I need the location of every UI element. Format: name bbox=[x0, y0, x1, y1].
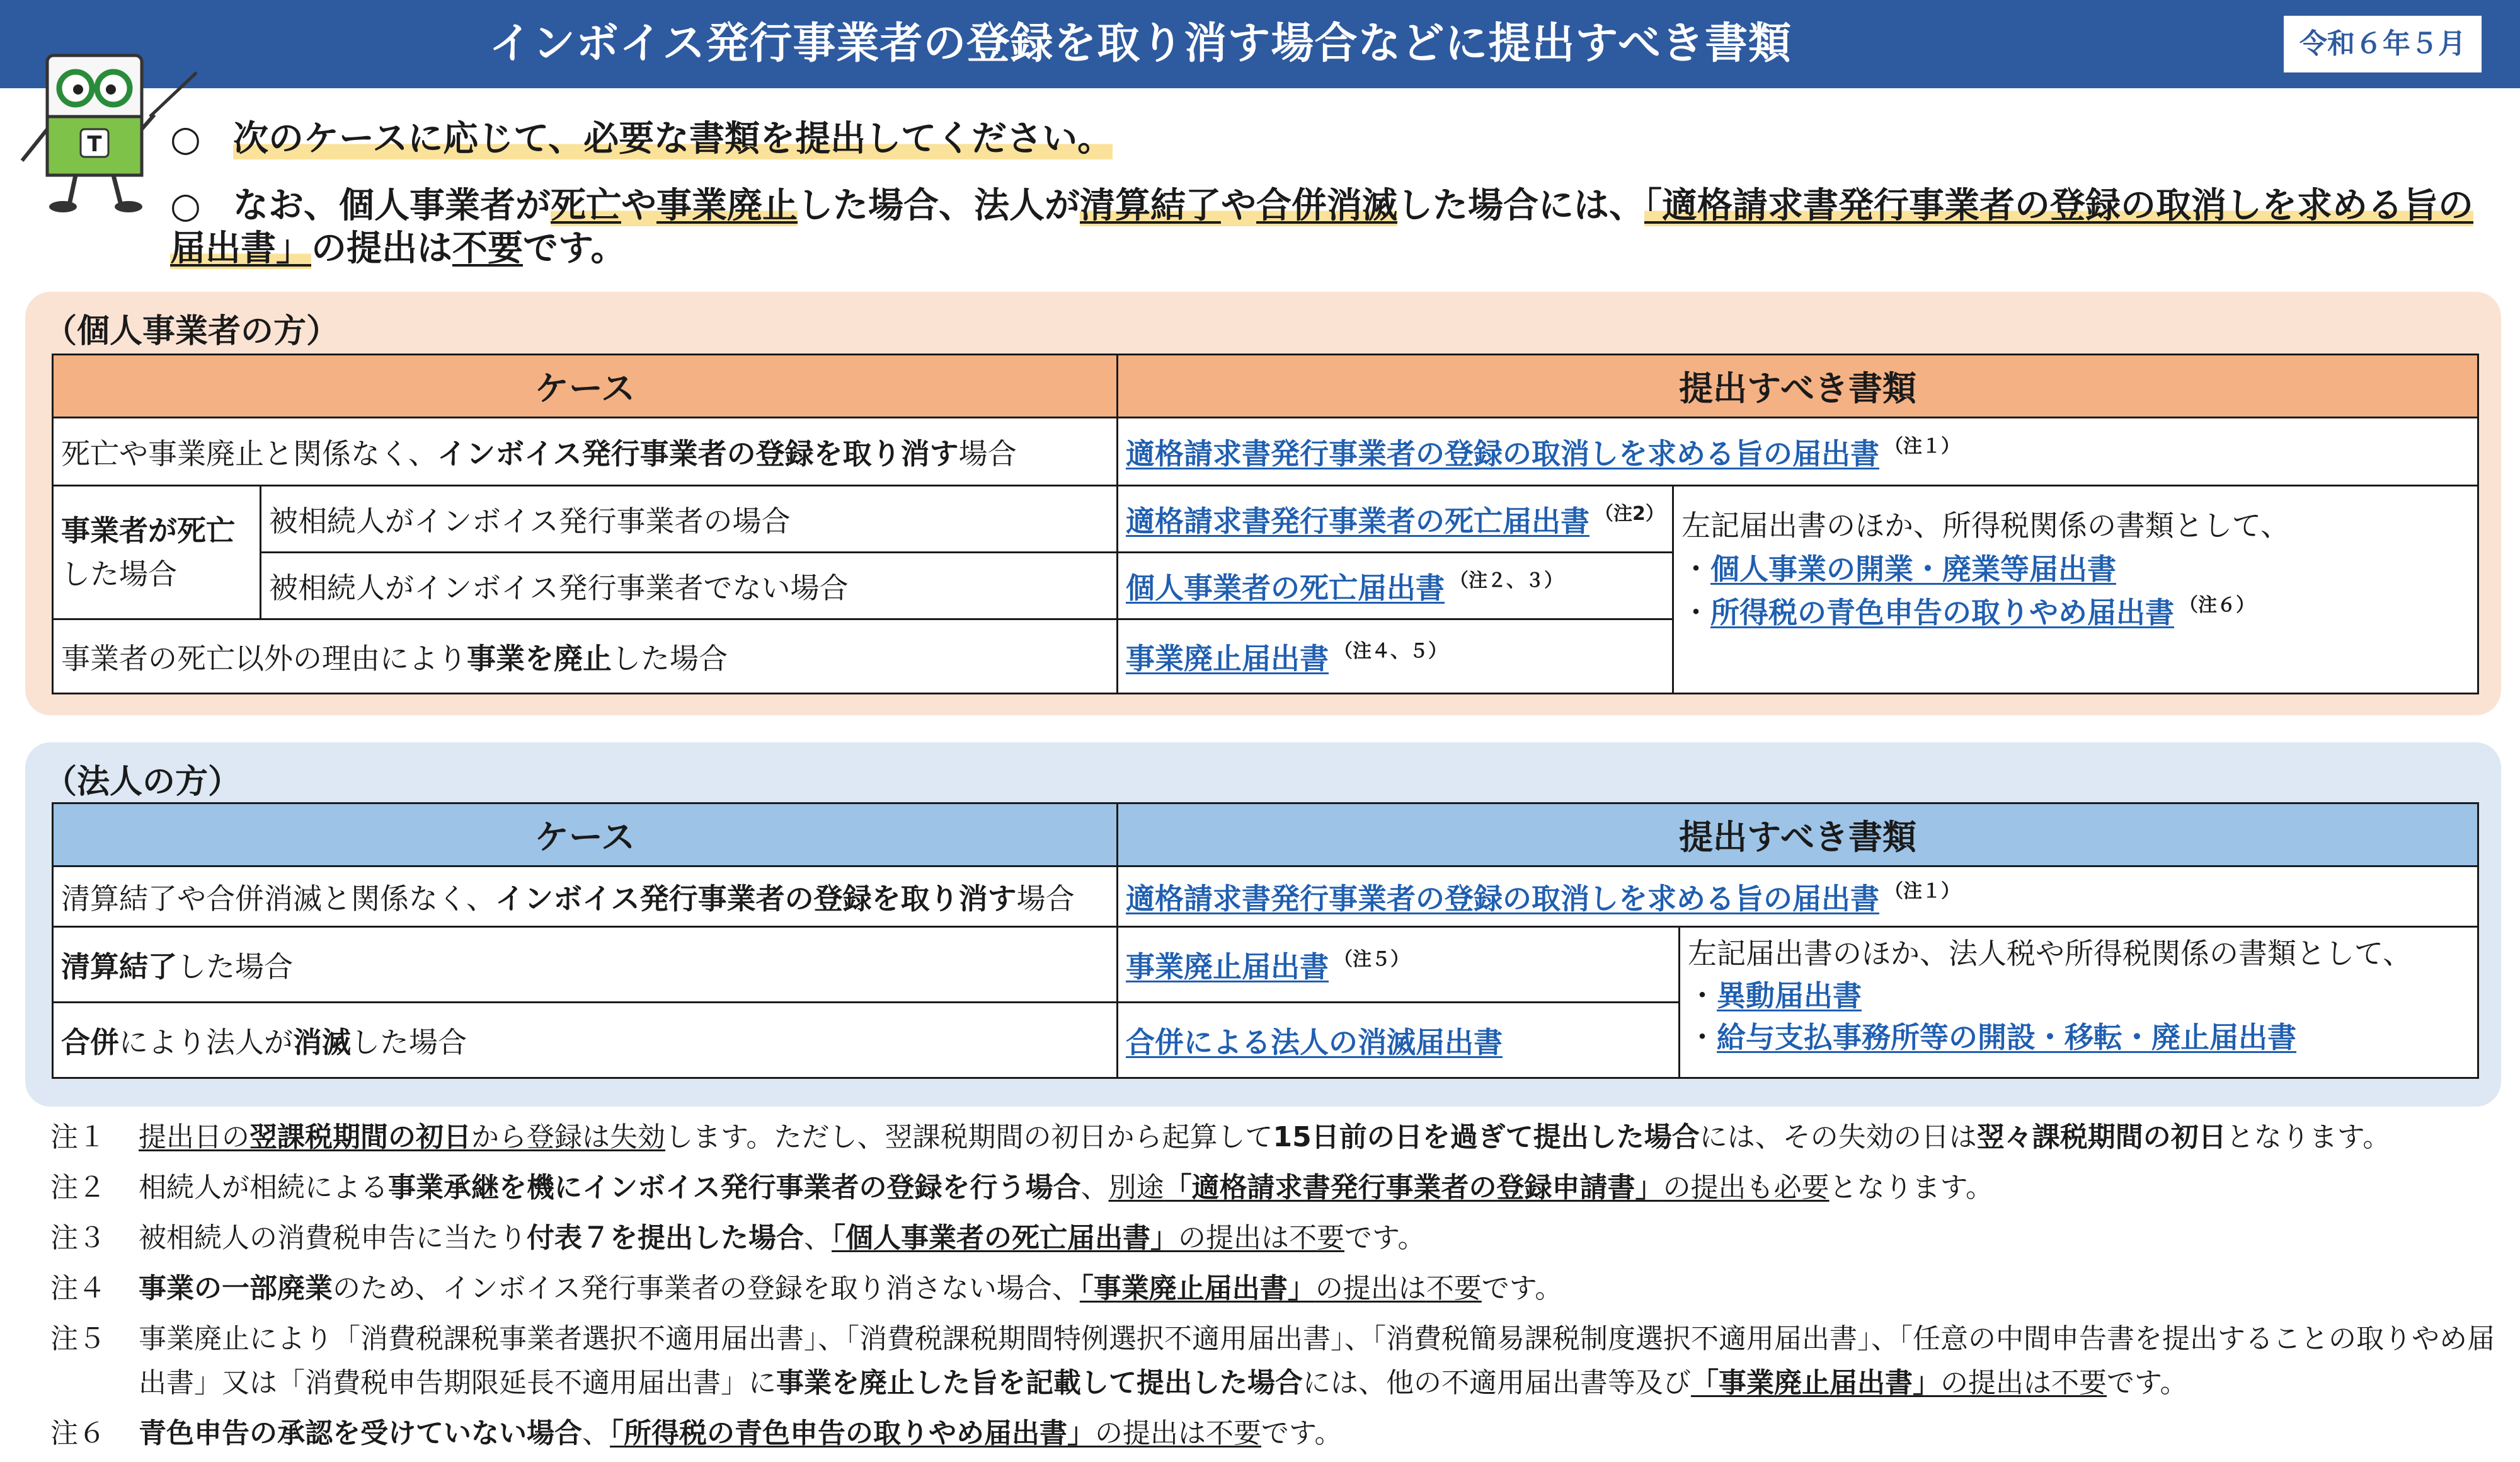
case-text: により法人が bbox=[119, 1025, 293, 1059]
note-part: 「事業廃止届出書」 bbox=[1691, 1367, 1940, 1399]
case-cell bbox=[53, 1003, 1118, 1078]
doc-link[interactable]: 適格請求書発行事業者の登録の取消しを求める旨の届出書 bbox=[1126, 882, 1879, 916]
doc-cell bbox=[1118, 927, 1680, 1003]
case-text: した場合 bbox=[351, 1025, 467, 1059]
note-part: 不要 bbox=[1206, 1417, 1261, 1449]
note-5 bbox=[50, 1317, 2507, 1405]
note-part: 、 bbox=[582, 1417, 610, 1449]
case-text: 場合 bbox=[958, 436, 1017, 471]
note-part: 15日前の日を過ぎて提出した場合 bbox=[1273, 1121, 1700, 1153]
note-part: 青色申告の承認を受けていない場合 bbox=[139, 1417, 582, 1449]
note-part: 事業承継を機にインボイス発行事業者の登録を行う場合 bbox=[388, 1171, 1081, 1204]
note-part: から登録は bbox=[471, 1121, 610, 1153]
doc-cell bbox=[1118, 553, 1673, 619]
intro-line-2 bbox=[170, 185, 2501, 270]
corporate-panel bbox=[25, 742, 2501, 1107]
note-part: 、 bbox=[804, 1222, 832, 1254]
col-header-docs: 提出すべき書類 bbox=[1118, 803, 2478, 866]
note-ref: （注１） bbox=[1884, 435, 1960, 458]
note-part: 事業の一部廃業 bbox=[139, 1272, 333, 1304]
note-label: 注２ bbox=[50, 1171, 106, 1204]
note-ref: （注４、５） bbox=[1334, 640, 1447, 662]
note-ref: （注６） bbox=[2179, 594, 2255, 616]
case-text: 死亡や事業廃止と関係なく、 bbox=[61, 436, 438, 471]
individual-panel bbox=[25, 292, 2501, 715]
list-item bbox=[1688, 975, 2470, 1017]
doc-link[interactable]: 適格請求書発行事業者の登録の取消しを求める旨の届出書 bbox=[1126, 437, 1879, 471]
intro-text-1: 次のケースに応じて、必要な書類を提出してください。 bbox=[233, 118, 1113, 159]
note-text bbox=[139, 1267, 2507, 1311]
note-part: です。 bbox=[1261, 1417, 1343, 1449]
note-text bbox=[139, 1216, 2507, 1260]
note-part: には、その失効の日は bbox=[1699, 1121, 1977, 1153]
doc-link[interactable]: 異動届出書 bbox=[1717, 978, 1862, 1013]
note-label: 注４ bbox=[50, 1272, 106, 1304]
note-ref: （注２、３） bbox=[1450, 570, 1563, 592]
note-part: です。 bbox=[1344, 1222, 1426, 1254]
bullet-icon: ○ bbox=[170, 118, 201, 159]
doc-link[interactable]: 適格請求書発行事業者の死亡届出書 bbox=[1126, 504, 1589, 538]
other-docs-cell bbox=[1673, 486, 2478, 694]
note-ref: （注１） bbox=[1884, 880, 1960, 902]
table-row bbox=[53, 418, 2478, 486]
col-header-case: ケース bbox=[53, 803, 1118, 866]
case-text: した場合 bbox=[177, 949, 293, 984]
case-emphasis: 消滅 bbox=[293, 1025, 351, 1059]
note-part: 不要 bbox=[1289, 1222, 1344, 1254]
case-text: 事業者の死亡以外の理由により bbox=[61, 641, 467, 676]
svg-text:T: T bbox=[87, 132, 102, 157]
note-part: 事業廃止により「消費税課税事業者選択不適用届出書」、「消費税課税期間特例選択不適用届出書」、「消費税簡易課税制度選択不適用届出書」、「任意の中間申告書を提出することの取りやめ届出書」又は「消費税申告期限延長不適用届出書」に bbox=[139, 1323, 2495, 1399]
note-part: 、 bbox=[1080, 1171, 1109, 1204]
note-part: します。ただし、翌課税期間の初日から起算して bbox=[665, 1121, 1273, 1153]
note-label: 注５ bbox=[50, 1323, 106, 1355]
doc-link[interactable]: 事業廃止届出書 bbox=[1126, 642, 1329, 676]
other-docs-intro: 左記届出書のほか、所得税関係の書類として、 bbox=[1681, 509, 2290, 543]
doc-link[interactable]: 合併による法人の消滅届出書 bbox=[1126, 1025, 1503, 1059]
note-text bbox=[139, 1115, 2507, 1160]
notes-section bbox=[50, 1115, 2507, 1462]
doc-cell bbox=[1118, 619, 1673, 694]
note-part: の提出も必要 bbox=[1663, 1171, 1830, 1204]
case-cell bbox=[53, 619, 1118, 694]
death-label-cell bbox=[53, 486, 261, 619]
corporate-table bbox=[52, 802, 2479, 1079]
intro-text: した場合には、 bbox=[1397, 185, 1644, 226]
header-bar bbox=[0, 0, 2520, 88]
case-text: 場合 bbox=[1016, 881, 1075, 916]
note-part: 別途 bbox=[1108, 1171, 1164, 1204]
note-part: の提出は bbox=[1095, 1417, 1206, 1449]
note-part: です。 bbox=[2107, 1367, 2188, 1399]
note-part: 提出日の bbox=[139, 1121, 249, 1153]
note-label: 注６ bbox=[50, 1417, 106, 1449]
case-emphasis: インボイス発行事業者の登録を取り消す bbox=[437, 436, 959, 471]
other-docs-cell bbox=[1680, 927, 2478, 1078]
note-part: 不要 bbox=[1426, 1272, 1482, 1304]
case-emphasis: 事業を廃止 bbox=[467, 641, 612, 676]
note-part: 被相続人の消費税申告に当たり bbox=[139, 1222, 527, 1254]
intro-emphasis: 「適格請求書発行事業者の登録の取消しを求める旨の届出書」 bbox=[170, 185, 2473, 269]
individual-section-title: （個人事業者の方） bbox=[44, 313, 340, 350]
note-ref: （注５） bbox=[1334, 948, 1409, 970]
note-part: には、他の不適用届出書等及び bbox=[1303, 1367, 1691, 1399]
bullet-icon: ・ bbox=[1688, 1020, 1717, 1055]
table-row bbox=[53, 927, 2478, 1003]
table-row bbox=[53, 486, 2478, 553]
intro-emphasis: 合併消滅 bbox=[1256, 185, 1397, 226]
note-text bbox=[139, 1317, 2507, 1405]
note-3 bbox=[50, 1216, 2507, 1260]
intro-emphasis: 死亡 bbox=[551, 185, 621, 226]
doc-cell bbox=[1118, 866, 2478, 927]
note-part: 翌々課税期間の初日 bbox=[1976, 1121, 2226, 1153]
note-label: 注１ bbox=[50, 1121, 106, 1153]
note-part: 付表７を提出した場合 bbox=[527, 1222, 804, 1254]
doc-cell bbox=[1118, 418, 2478, 486]
intro-text: です。 bbox=[523, 228, 626, 269]
note-ref: （注2） bbox=[1595, 503, 1664, 525]
note-6 bbox=[50, 1412, 2507, 1456]
bullet-icon: ・ bbox=[1688, 978, 1717, 1013]
case-text: 清算結了や合併消滅と関係なく、 bbox=[61, 881, 496, 916]
note-part: 失効 bbox=[610, 1121, 665, 1153]
col-header-docs: 提出すべき書類 bbox=[1118, 355, 2478, 418]
list-item bbox=[1681, 591, 2470, 635]
note-part: 「事業廃止届出書」 bbox=[1079, 1272, 1315, 1304]
note-part: となります。 bbox=[1829, 1171, 1994, 1204]
note-part: の提出は bbox=[1315, 1272, 1426, 1304]
note-part: となります。 bbox=[2226, 1121, 2391, 1153]
doc-cell bbox=[1118, 1003, 1680, 1078]
case-cell bbox=[53, 927, 1118, 1003]
intro-emphasis: 不要 bbox=[452, 228, 523, 269]
intro-line-1 bbox=[170, 118, 1113, 161]
intro-text: した場合、法人が bbox=[798, 185, 1080, 226]
table-row bbox=[53, 866, 2478, 927]
note-part: 翌課税期間の初日 bbox=[249, 1121, 471, 1153]
doc-link[interactable]: 個人事業者の死亡届出書 bbox=[1126, 571, 1445, 605]
note-part: 「適格請求書発行事業者の登録申請書」 bbox=[1164, 1171, 1663, 1204]
doc-link[interactable]: 事業廃止届出書 bbox=[1126, 950, 1329, 984]
list-item bbox=[1688, 1016, 2470, 1059]
case-cell bbox=[53, 418, 1118, 486]
list-item bbox=[1681, 548, 2470, 591]
doc-cell bbox=[1118, 486, 1673, 553]
individual-table bbox=[52, 354, 2479, 694]
intro-text: の提出は bbox=[311, 228, 452, 269]
note-part: 相続人が相続による bbox=[139, 1171, 388, 1204]
note-text bbox=[139, 1166, 2507, 1210]
case-cell bbox=[53, 866, 1118, 927]
date-badge: 令和６年５月 bbox=[2282, 14, 2483, 74]
bullet-icon: ・ bbox=[1681, 552, 1710, 586]
case-text: した場合 bbox=[612, 641, 728, 676]
corporate-section-title: （法人の方） bbox=[44, 763, 241, 801]
note-1 bbox=[50, 1115, 2507, 1160]
note-part: です。 bbox=[1481, 1272, 1563, 1304]
case-emphasis: 事業者が死亡 bbox=[61, 513, 235, 548]
case-emphasis: インボイス発行事業者の登録を取り消す bbox=[495, 881, 1017, 916]
page-title: インボイス発行事業者の登録を取り消す場合などに提出すべき書類 bbox=[489, 19, 1792, 69]
intro-emphasis: 清算結了 bbox=[1080, 185, 1221, 226]
case-text: した場合 bbox=[61, 556, 177, 591]
bullet-icon: ・ bbox=[1681, 596, 1710, 630]
doc-link[interactable]: 個人事業の開業・廃業等届出書 bbox=[1710, 552, 2116, 586]
note-part: 「個人事業者の死亡届出書」 bbox=[832, 1222, 1178, 1254]
note-part: 不要 bbox=[2051, 1367, 2107, 1399]
note-part: の提出は bbox=[1178, 1222, 1289, 1254]
intro-text: なお、個人事業者が bbox=[233, 185, 551, 226]
note-part: 事業を廃止した旨を記載して提出した場合 bbox=[776, 1367, 1303, 1399]
case-cell: 被相続人がインボイス発行事業者の場合 bbox=[261, 486, 1118, 553]
intro-emphasis: 事業廃止 bbox=[656, 185, 798, 226]
bullet-icon: ○ bbox=[170, 185, 201, 226]
note-part: 「所得税の青色申告の取りやめ届出書」 bbox=[610, 1417, 1095, 1449]
intro-text: や bbox=[1221, 185, 1256, 226]
doc-link[interactable]: 所得税の青色申告の取りやめ届出書 bbox=[1710, 596, 2174, 630]
col-header-case: ケース bbox=[53, 355, 1118, 418]
note-label: 注３ bbox=[50, 1222, 106, 1254]
note-text bbox=[139, 1412, 2507, 1456]
case-emphasis: 清算結了 bbox=[61, 949, 177, 984]
note-part: の提出は bbox=[1940, 1367, 2051, 1399]
note-4 bbox=[50, 1267, 2507, 1311]
case-cell: 被相続人がインボイス発行事業者でない場合 bbox=[261, 553, 1118, 619]
note-part: のため、インボイス発行事業者の登録を取り消さない場合、 bbox=[333, 1272, 1080, 1304]
case-emphasis: 合併 bbox=[61, 1025, 119, 1059]
intro-text: や bbox=[621, 185, 656, 226]
doc-link[interactable]: 給与支払事務所等の開設・移転・廃止届出書 bbox=[1717, 1020, 2296, 1055]
other-docs-intro: 左記届出書のほか、法人税や所得税関係の書類として、 bbox=[1688, 936, 2412, 970]
note-2 bbox=[50, 1166, 2507, 1210]
